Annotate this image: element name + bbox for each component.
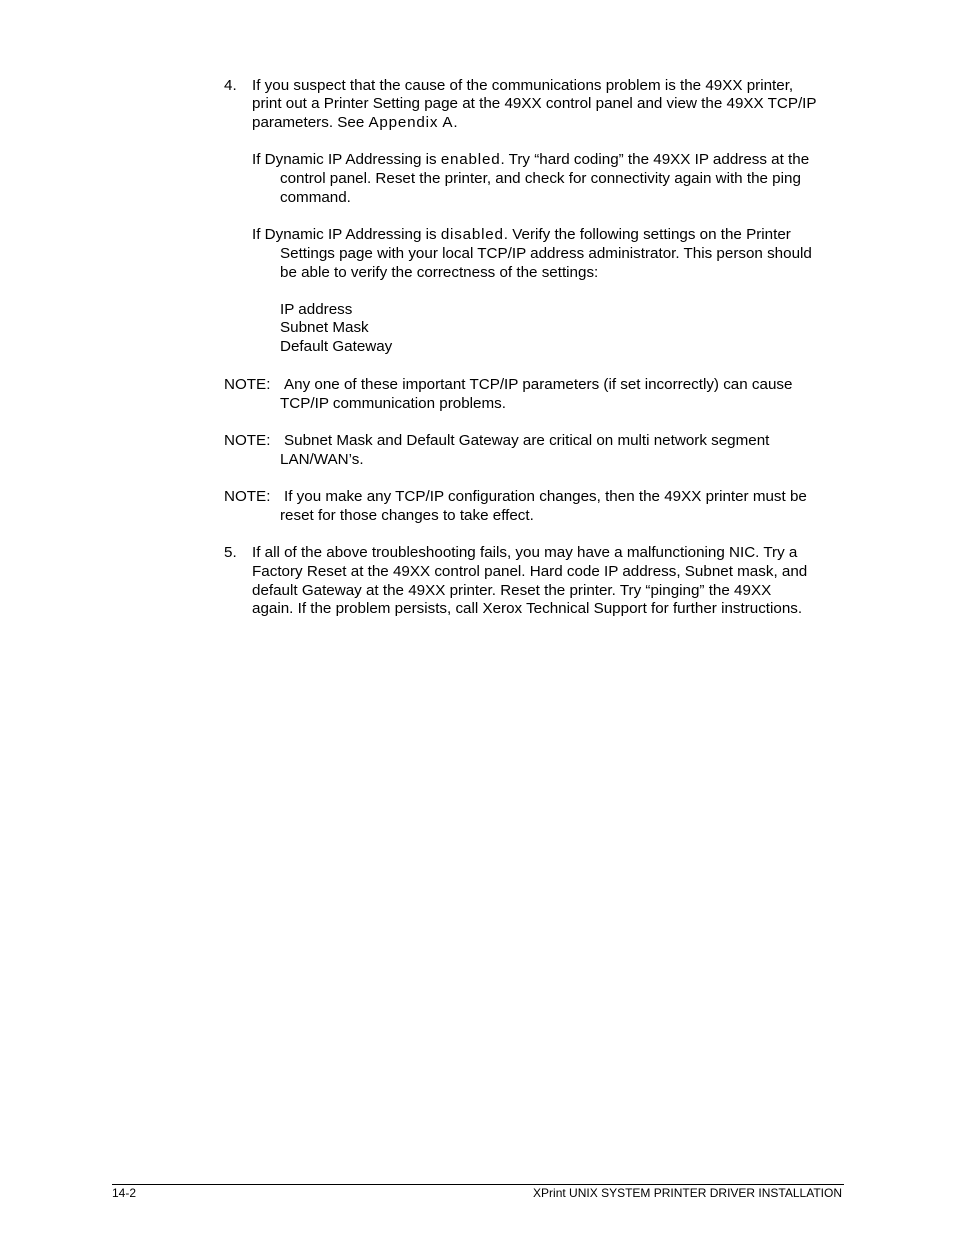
step-4-line-3: parameters. See Appendix A. bbox=[252, 114, 459, 131]
step-4-line-2: print out a Printer Setting page at the 49XX control panel and view the 49XX TCP/IP bbox=[252, 95, 817, 112]
note-3-line-1: If you make any TCP/IP configuration changes, then the 49XX printer must be bbox=[284, 488, 807, 505]
footer-title: XPrint UNIX SYSTEM PRINTER DRIVER INSTALLATION bbox=[533, 1186, 842, 1200]
footer-page-number: 14-2 bbox=[112, 1186, 137, 1200]
settings-item-ip-address: IP address bbox=[280, 301, 353, 318]
step-5-line-3: default Gateway at the 49XX printer. Reset the printer. Try “pinging” the 49XX bbox=[252, 582, 772, 599]
note-3-line-2: reset for those changes to take effect. bbox=[280, 507, 534, 524]
note-1-line-1: Any one of these important TCP/IP parameters (if set incorrectly) can cause bbox=[284, 376, 793, 393]
step-5-line-2: Factory Reset at the 49XX control panel. Hard code IP address, Subnet mask, and bbox=[252, 563, 808, 580]
note-1-line-2: TCP/IP communication problems. bbox=[280, 395, 506, 412]
note-2-line-2: LAN/WAN’s. bbox=[280, 451, 364, 468]
enabled-status: enabled bbox=[440, 151, 501, 168]
dynamic-disabled-line-3: be able to verify the correctness of the settings: bbox=[280, 264, 599, 281]
dynamic-disabled-line-1: If Dynamic IP Addressing is disabled. Verify the following settings on the Printer bbox=[252, 226, 791, 243]
footer-rule bbox=[112, 1184, 844, 1185]
step-5-line-4: again. If the problem persists, call Xerox Technical Support for further instructions. bbox=[252, 600, 803, 617]
settings-item-default-gateway: Default Gateway bbox=[280, 338, 393, 355]
step-5-line-1: If all of the above troubleshooting fails, you may have a malfunctioning NIC. Try a bbox=[252, 544, 798, 561]
disabled-status: disabled bbox=[440, 226, 504, 243]
dynamic-disabled-line-2: Settings page with your local TCP/IP address administrator. This person should bbox=[280, 245, 812, 262]
note-3-label: NOTE: bbox=[224, 488, 271, 505]
step-5-number: 5. bbox=[224, 544, 237, 561]
settings-item-subnet-mask: Subnet Mask bbox=[280, 319, 369, 336]
dynamic-enabled-line-1: If Dynamic IP Addressing is enabled. Try “hard coding” the 49XX IP address at the bbox=[252, 151, 810, 168]
step-4-line-1: If you suspect that the cause of the communications problem is the 49XX printer, bbox=[252, 77, 794, 94]
note-2-line-1: Subnet Mask and Default Gateway are critical on multi network segment bbox=[284, 432, 770, 449]
step-4-number: 4. bbox=[224, 77, 237, 94]
dynamic-enabled-line-3: command. bbox=[280, 189, 351, 206]
note-2-label: NOTE: bbox=[224, 432, 271, 449]
note-1-label: NOTE: bbox=[224, 376, 271, 393]
dynamic-enabled-line-2: control panel. Reset the printer, and check for connectivity again with the ping bbox=[280, 170, 801, 187]
appendix-reference: Appendix A bbox=[368, 114, 454, 131]
